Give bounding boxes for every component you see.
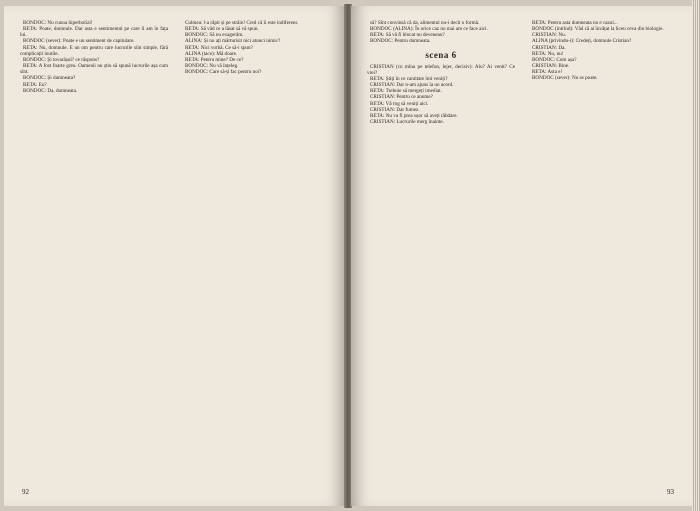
- text-line: CRISTIAN (cu mîna pe telefon, lejer, decisiv): Alo? Ai venit? Ce vrei?: [367, 63, 515, 76]
- text-line: BONDOC (ALINA): În orice caz nu mai am ce face aici.: [370, 26, 488, 33]
- text-line: BONDOC: Pentru dumneata.: [370, 38, 431, 45]
- text-line: RETA: Poate, domnule. Dar asta e sentimentul pe care îl am în fața lui.: [20, 26, 168, 39]
- text-line: BONDOC: Nu vă înțeleg.: [185, 63, 239, 70]
- text-line: CRISTIAN: Dar n-am ajuns la un acord.: [370, 82, 454, 89]
- text-line: BONDOC: Da, dumneata.: [23, 87, 78, 94]
- text-line: RETA: A fost foarte greu. Oamenii nu știu să spună lucrurile așa cum sînt.: [20, 63, 168, 76]
- text-line: RETA: Eu?: [23, 81, 47, 88]
- text-line: ALINA: Și nu ați mărturisit nici atunci nimic?: [185, 38, 281, 45]
- text-line: BONDOC: Și tovarășul? ce răspuns?: [23, 56, 100, 63]
- text-line: CRISTIAN: Pentru ce anume?: [370, 94, 433, 101]
- text-line: BONDOC: Și dumneata?: [23, 75, 76, 82]
- text-line: Culmea: l-a răpit și pe străin! Cred că îi este indiferent.: [185, 20, 299, 26]
- text-line: RETA: Știți în ce cantitate îmi veniți?: [370, 75, 448, 82]
- text-line: RETA: Să vă fi blocat nu deveneau?: [370, 32, 445, 39]
- text-line: RETA: Nu, nu!: [532, 50, 564, 57]
- left-page: [4, 6, 345, 506]
- right-page-column-2: [529, 20, 677, 82]
- page-number-left: 92: [22, 488, 29, 496]
- text-line: RETA: Trebuie să mergeți imediat.: [370, 88, 442, 95]
- text-line: ALINA (privindu-i): Credeți, domnule Cristian?: [532, 38, 632, 45]
- left-page-column-2: [182, 20, 330, 75]
- text-line: RETA: Nu, domnule. E un om pentru care lucrurile sînt simple, fără complicații inutile.: [20, 44, 168, 57]
- text-line: CRISTIAN: Nu.: [532, 32, 566, 39]
- text-line: RETA: Nici vorbă. Ce să-i spun?: [185, 44, 253, 51]
- text-line: BONDOC (sever): Poate e un sentiment de capitulare.: [23, 38, 135, 45]
- text-line: BONDOC: Nu cunoa hiperbolizi!: [23, 20, 93, 26]
- text-line: RETA: Pentru mine? De ce?: [185, 56, 244, 63]
- text-line: BONDOC (sever): Nu se poate.: [532, 75, 598, 82]
- scene-heading: scena 6: [425, 49, 457, 60]
- text-line: RETA: Vă rog să veniți aici.: [370, 100, 429, 107]
- right-page-column-1: [367, 20, 515, 125]
- text-line: RETA: Asta e!: [532, 69, 563, 76]
- text-line: CRISTIAN: Da.: [532, 44, 566, 51]
- text-line: CRISTIAN: Bine.: [532, 63, 570, 70]
- text-line: CRISTIAN: Lucrurile merg înainte.: [370, 119, 444, 126]
- text-line: RETA: Nu va fi prea ușor să aveți răbdare.: [370, 112, 458, 119]
- text-line: BONDOC: Să nu exagerăm.: [185, 32, 244, 39]
- page-number-right: 93: [667, 488, 674, 496]
- text-line: BONDOC: Care să-ți fac pentru noi?: [185, 69, 262, 76]
- text-line: BONDOC: Cum așa?: [532, 56, 577, 63]
- text-line: ALINA (tace): Mă doare.: [185, 50, 238, 57]
- text-line: să? Sînt convinsă că da, alimentul nu-i decît o formă.: [370, 20, 480, 26]
- text-line: RETA: Să văd ce a lăsat să vă spun.: [185, 26, 259, 33]
- page-edges: [692, 0, 700, 511]
- text-line: RETA: Pentru asta dumneata nu e cazul...: [532, 20, 618, 26]
- right-page: [351, 6, 692, 506]
- text-line: CRISTIAN: Dar fumez.: [370, 106, 420, 113]
- text-line: BONDOC (intrînd): Văd că ai învățat la liceu ceva din biologie.: [532, 26, 664, 33]
- left-page-column-1: [20, 20, 168, 94]
